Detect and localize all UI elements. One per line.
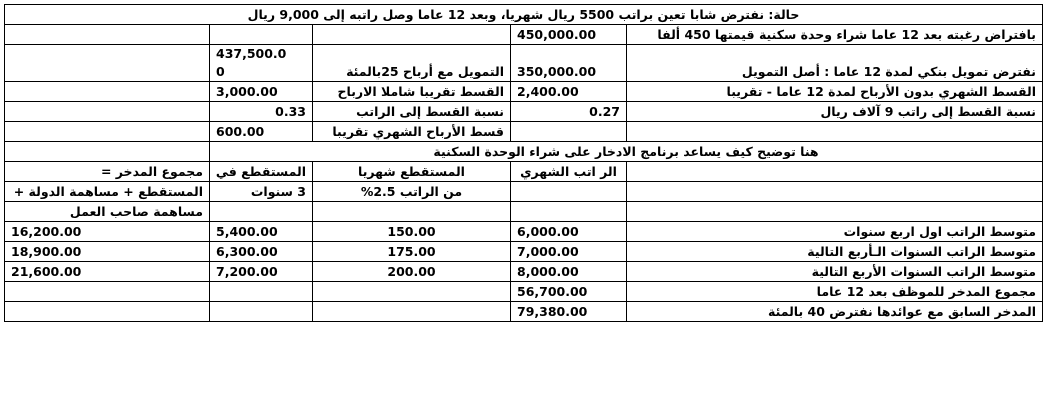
with-returns-label: المدخر السابق مع عوائدها نفترض 40 بالمئة — [627, 302, 1043, 322]
empty-cell — [210, 25, 313, 45]
installment-value: 2,400.00 — [511, 82, 627, 102]
monthly-cell: 150.00 — [313, 222, 511, 242]
table-row — [5, 25, 1043, 45]
header-row — [5, 182, 1043, 202]
total-header-line3: مساهمة صاحب العمل — [5, 202, 210, 222]
total-cell: 16,200.00 — [5, 222, 210, 242]
total-cell: 18,900.00 — [5, 242, 210, 262]
empty-cell — [313, 202, 511, 222]
table-row — [5, 82, 1043, 102]
empty-cell — [627, 182, 1043, 202]
table-row — [5, 262, 1043, 282]
installment-with-profit-value: 3,000.00 — [210, 82, 313, 102]
header-row — [5, 162, 1043, 182]
total-header-line2: المستقطع + مساهمة الدولة + — [5, 182, 210, 202]
deduction-in-subheader: 3 سنوات — [210, 182, 313, 202]
monthly-profit-label: قسط الأرباح الشهري تقريبا — [313, 122, 511, 142]
empty-cell — [511, 122, 627, 142]
empty-cell — [5, 302, 210, 322]
installment-with-profit-label: القسط تقريبا شاملا الارباح — [313, 82, 511, 102]
financing-with-profit-line2: 0 — [216, 64, 225, 79]
empty-cell — [5, 282, 210, 302]
period-label: متوسط الراتب اول اربع سنوات — [627, 222, 1043, 242]
table-row — [5, 222, 1043, 242]
empty-cell — [313, 282, 511, 302]
financing-with-profit-label: التمويل مع أرباح 25بالمئة — [313, 45, 511, 82]
period-label: متوسط الراتب السنوات الـأربع التالية — [627, 242, 1043, 262]
monthly-cell: 200.00 — [313, 262, 511, 282]
section-title: هنا توضيح كيف يساعد برنامج الادخار على شراء الوحدة السكنية — [210, 142, 1043, 162]
salary-cell: 8,000.00 — [511, 262, 627, 282]
empty-cell — [511, 202, 627, 222]
empty-cell — [511, 182, 627, 202]
empty-cell — [5, 25, 210, 45]
empty-cell — [627, 202, 1043, 222]
deduction-in-header: المستقطع في — [210, 162, 313, 182]
section-row — [5, 142, 1043, 162]
total-saved-value: 56,700.00 — [511, 282, 627, 302]
salary-cell: 6,000.00 — [511, 222, 627, 242]
financing-with-profit-value — [210, 45, 313, 82]
financing-with-profit-line1: 437,500.0 — [216, 46, 287, 61]
period-label: متوسط الراتب السنوات الأربع التالية — [627, 262, 1043, 282]
three-years-cell: 5,400.00 — [210, 222, 313, 242]
empty-cell — [313, 302, 511, 322]
empty-cell — [210, 202, 313, 222]
table-row — [5, 242, 1043, 262]
empty-cell — [5, 45, 210, 82]
sheet-title: حالة: نفترض شابا تعين براتب 5500 ريال شهريا، وبعد 12 عاما وصل راتبه إلى 9,000 ريال — [5, 5, 1043, 25]
ratio-9k-value: 0.27 — [511, 102, 627, 122]
ratio-9k-label: نسبة القسط إلى راتب 9 آلاف ريال — [627, 102, 1043, 122]
empty-cell — [5, 122, 210, 142]
house-value-label: بافتراض رغبته بعد 12 عاما شراء وحدة سكنية قيمتها 450 ألفا — [627, 25, 1043, 45]
table-row — [5, 302, 1043, 322]
installment-ratio-value: 0.33 — [210, 102, 313, 122]
salary-header: الر اتب الشهري — [511, 162, 627, 182]
total-cell: 21,600.00 — [5, 262, 210, 282]
three-years-cell: 7,200.00 — [210, 262, 313, 282]
installment-ratio-label: نسبة القسط إلى الراتب — [313, 102, 511, 122]
empty-cell — [627, 162, 1043, 182]
financing-principal-value: 350,000.00 — [511, 45, 627, 82]
empty-cell — [627, 122, 1043, 142]
house-value: 450,000.00 — [511, 25, 627, 45]
with-returns-value: 79,380.00 — [511, 302, 627, 322]
salary-cell: 7,000.00 — [511, 242, 627, 262]
monthly-profit-value: 600.00 — [210, 122, 313, 142]
empty-cell — [313, 25, 511, 45]
header-row — [5, 202, 1043, 222]
empty-cell — [210, 302, 313, 322]
empty-cell — [5, 142, 210, 162]
empty-cell — [210, 282, 313, 302]
monthly-deduction-subheader: من الراتب 2.5% — [313, 182, 511, 202]
housing-finance-table — [4, 4, 1043, 322]
installment-label: القسط الشهري بدون الأرباح لمدة 12 عاما - تقريبا — [627, 82, 1043, 102]
empty-cell — [5, 82, 210, 102]
table-row — [5, 122, 1043, 142]
financing-principal-label: نفترض تمويل بنكي لمدة 12 عاما : أصل التمويل — [627, 45, 1043, 82]
table-row — [5, 45, 1043, 82]
empty-cell — [5, 102, 210, 122]
table-row — [5, 282, 1043, 302]
monthly-cell: 175.00 — [313, 242, 511, 262]
title-row — [5, 5, 1043, 25]
spreadsheet — [4, 4, 1042, 322]
three-years-cell: 6,300.00 — [210, 242, 313, 262]
total-saved-label: مجموع المدخر للموظف بعد 12 عاما — [627, 282, 1043, 302]
monthly-deduction-header: المستقطع شهريا — [313, 162, 511, 182]
table-row — [5, 102, 1043, 122]
total-header-line1: مجموع المدخر = — [5, 162, 210, 182]
